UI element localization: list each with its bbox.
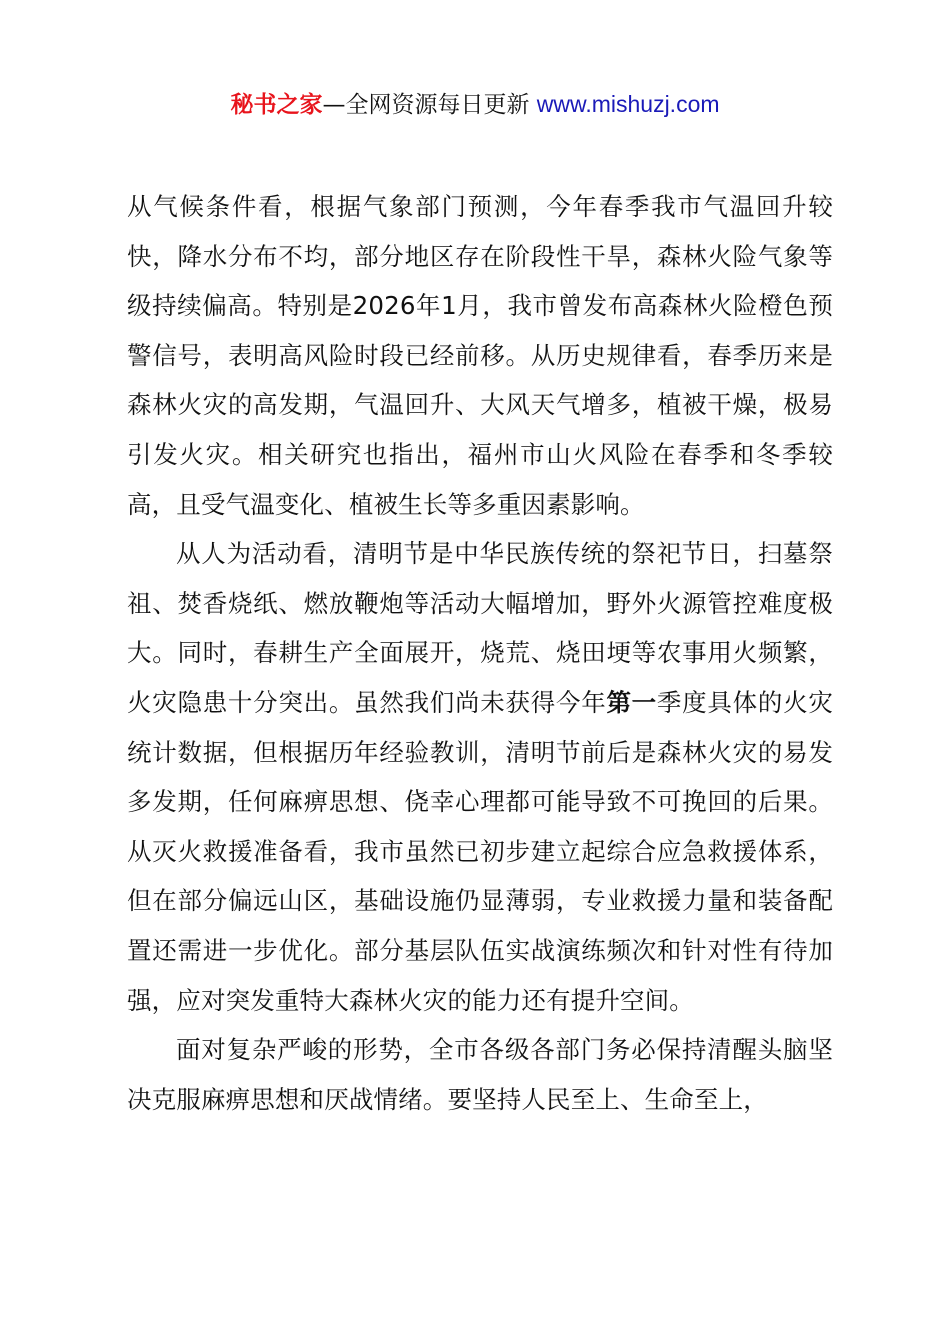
- page-header: [0, 88, 950, 121]
- brand-name: 秘书之家: [230, 92, 323, 118]
- paragraph-text: 从人为活动看，清明节是中华民族传统的祭祀节日，扫墓祭祖、焚香烧纸、燃放鞭炮等活动大幅增加，野外火源管控难度极大。同时，春耕生产全面展开，烧荒、烧田埂等农事用火频繁，火灾隐患十分突出。虽然我们尚未获得今年: [127, 539, 833, 717]
- emphasis-text: 第一: [606, 687, 657, 717]
- document-body: [127, 182, 833, 1124]
- header-tagline: —全网资源每日更新: [322, 92, 530, 118]
- paragraph-climate: 从气候条件看，根据气象部门预测，今年春季我市气温回升较快，降水分布不均，部分地区存在阶段性干旱，森林火险气象等级持续偏高。特别是2026年1月，我市曾发布高森林火险橙色预警信号，表明高风险时段已经前移。从历史规律看，春季历来是森林火灾的高发期，气温回升、大风天气增多，植被干燥，极易引发火灾。相关研究也指出，福州市山火风险在春季和冬季较高，且受气温变化、植被生长等多重因素影响。: [127, 192, 833, 519]
- paragraph-text: 季度具体的火灾统计数据，但根据历年经验教训，清明节前后是森林火灾的易发多发期，任何麻痹思想、侥幸心理都可能导致不可挽回的后果。从灭火救援准备看，我市虽然已初步建立起综合应急救援体系，但在部分偏远山区，基础设施仍显薄弱，专业救援力量和装备配置还需进一步优化。部分基层队伍实战演练频次和针对性有待加强，应对突发重特大森林火灾的能力还有提升空间。: [127, 687, 833, 1015]
- paragraph-human-activity: [127, 529, 833, 1025]
- paragraph-situation: 面对复杂严峻的形势，全市各级各部门务必保持清醒头脑坚决克服麻痹思想和厌战情绪。要坚持人民至上、生命至上，: [127, 1035, 833, 1114]
- site-link[interactable]: www.mishuzj.com: [536, 91, 720, 117]
